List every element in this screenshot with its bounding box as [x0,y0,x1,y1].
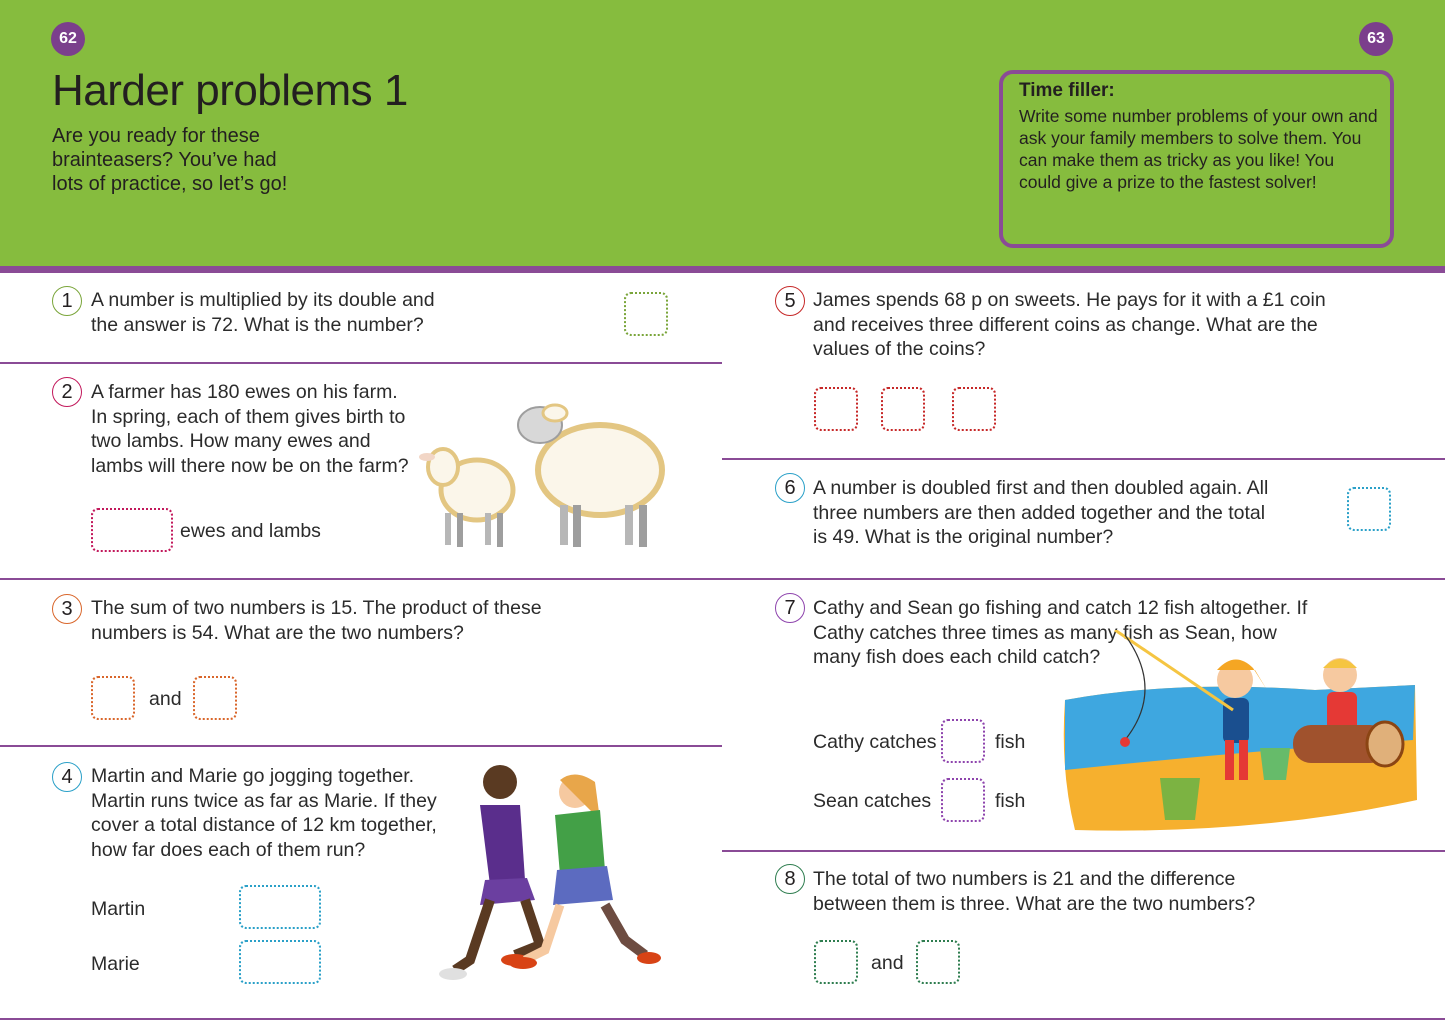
answer-box-3a[interactable] [91,676,135,720]
answer-label-7a: Cathy catches [813,731,937,753]
answer-box-6[interactable] [1347,487,1391,531]
question-number-2: 2 [52,377,82,407]
question-text-3: The sum of two numbers is 15. The product of these numbers is 54. What are the two numbers? [91,597,542,644]
answer-box-5a[interactable] [814,387,858,431]
answer-box-5b[interactable] [881,387,925,431]
question-text-6: A number is doubled first and then doubled again. All three numbers are then added together and the total is 49. What is the original number? [813,477,1269,548]
answer-joiner-3: and [149,688,182,710]
question-text-2: A farmer has 180 ewes on his farm. In spring, each of them gives birth to two lambs. How many ewes and lambs will there now be on the farm? [91,381,409,477]
answer-box-2[interactable] [91,508,173,552]
answer-label-4b: Marie [91,953,140,975]
joggers-illustration [435,760,670,990]
time-filler-body: Write some number problems of your own and ask your family members to solve them. You can make them as tricky as you like! You could give a prize to the fastest solver! [1019,106,1378,192]
lamb-icon [419,449,513,547]
divider-q5 [722,458,1445,460]
question-text-8: The total of two numbers is 21 and the difference between them is three. What are the two numbers? [813,868,1256,915]
runner-martin-icon [439,765,540,980]
question-text-4: Martin and Marie go jogging together. Martin runs twice as far as Marie. If they cover a total distance of 12 km together, how far does each of them run? [91,765,437,861]
answer-box-8a[interactable] [814,940,858,984]
question-number-4: 4 [52,762,82,792]
question-text-7: Cathy and Sean go fishing and catch 12 fish altogether. If Cathy catches three times as many fish as Sean, how many fish does each child catch? [813,597,1308,668]
answer-joiner-8: and [871,952,904,974]
answer-unit-7b: fish [995,790,1026,812]
answer-box-8b[interactable] [916,940,960,984]
answer-label-7b: Sean catches [813,790,932,812]
question-number-1: 1 [52,286,82,316]
answer-box-7b[interactable] [941,778,985,822]
ewe-icon [518,405,662,547]
answer-box-5c[interactable] [952,387,996,431]
question-number-6: 6 [775,473,805,503]
time-filler-title: Time filler: [1019,80,1115,101]
question-text-1: A number is multiplied by its double and the answer is 72. What is the number? [91,289,435,336]
answer-box-7a[interactable] [941,719,985,763]
runner-marie-icon [509,774,661,969]
divider-q3 [0,745,722,747]
answer-label-2: ewes and lambs [180,520,321,542]
question-number-7: 7 [775,593,805,623]
answer-box-3b[interactable] [193,676,237,720]
answer-box-4b[interactable] [239,940,321,984]
question-number-3: 3 [52,594,82,624]
question-text-5: James spends 68 p on sweets. He pays for it with a £1 coin and receives three different coins as change. What are the values of the coins? [813,289,1326,360]
fishing-illustration [1055,630,1420,835]
page-number-left: 62 [51,22,85,56]
divider-middle [0,578,1445,580]
divider-q1 [0,362,722,364]
answer-box-1[interactable] [624,292,668,336]
answer-box-4a[interactable] [239,885,321,929]
question-number-8: 8 [775,864,805,894]
page-title: Harder problems 1 [52,66,408,115]
page-number-right: 63 [1359,22,1393,56]
question-number-5: 5 [775,286,805,316]
divider-bottom [0,1018,1445,1020]
divider-q7 [722,850,1445,852]
sheep-and-lamb-illustration [415,395,675,555]
page-intro: Are you ready for these brainteasers? You’ve had lots of practice, so let’s go! [52,125,288,195]
header-rule [0,266,1445,273]
answer-unit-7a: fish [995,731,1026,753]
answer-label-4a: Martin [91,898,146,920]
